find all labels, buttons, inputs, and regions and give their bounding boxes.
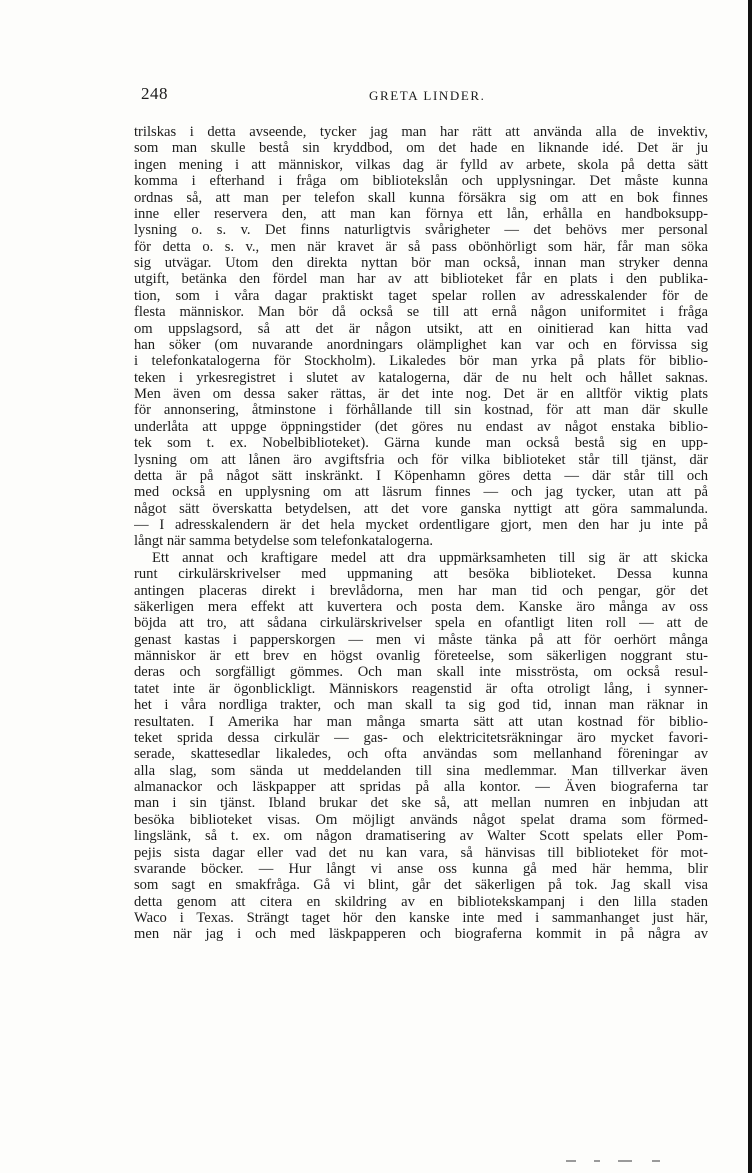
text-line: sig utvägar. Utom den direkta nyttan bör man också, innan man stryker denna [134, 255, 708, 271]
text-line: resultaten. I Amerika har man många smarta sätt att utan kostnad för biblio- [134, 713, 708, 730]
text-line: flesta människor. Man bör då också se till att ernå någon uniformitet i fråga [134, 304, 708, 321]
text-line: underlåta att uppge öppningstider (det göres nu endast av något enstaka biblio- [134, 418, 708, 435]
text-line: almanackor och läskpapper att spridas på alla kontor. — Även biograferna tar [134, 779, 708, 795]
text-line: med också en upplysning om att läsrum finnes — och jag tycker, utan att på [134, 484, 708, 501]
text-line: tek som t. ex. Nobelbiblioteket). Gärna kunde man också bestå sig en upp- [134, 435, 708, 452]
text-line: het i våra nordliga trakter, och man skall ta sig god tid, innan man räknar in [134, 697, 708, 714]
text-line: böjda att tro, att sådana cirkulärskrivelser spela en ofantligt liten roll — att de [134, 615, 708, 632]
page-header [141, 84, 706, 106]
text-line: för detta o. s. v., men när kravet är så pass obönhörligt som här, får man söka [134, 238, 708, 255]
text-line: Ett annat och kraftigare medel att dra uppmärksamheten till sig är att skicka [152, 549, 708, 566]
text-line: pejis sista dagar eller vad det nu kan vara, så hänvisas till biblioteket för mot- [134, 844, 708, 861]
text-line: lysning om att lånen äro avgiftsfria och för vilka biblioteket står till tjänst, där [134, 451, 708, 468]
scan-edge-shadow [748, 0, 752, 1173]
text-line: om uppslagsord, så att det är någon utsikt, att en oinitierad kan hitta vad [134, 320, 708, 337]
text-line: tatet inte är ögonblickligt. Människors reagenstid är ofta otroligt lång, i synner- [134, 680, 708, 697]
text-line: serade, skattesedlar likaledes, och ofta användas som mellanhand föreningar av [134, 746, 708, 763]
speck [652, 1160, 660, 1162]
text-line: komma i efterhand i fråga om bibliotekslån och upplysningar. Det måste kunna [134, 173, 708, 190]
text-line: deras och sorgfälligt gömmes. Och man skall inte misströsta, om också resul- [134, 664, 708, 681]
speck [594, 1160, 600, 1162]
text-line: tion, som i våra dagar praktiskt taget spelar rollen av adresskalender för de [134, 287, 708, 304]
text-line: Men även om dessa saker rättas, är det inte nog. Det är en alltför viktig plats [134, 386, 708, 402]
text-line: antingen placeras direkt i brevlådorna, men har man tid och pengar, gör det [134, 582, 708, 599]
page-number: 248 [141, 84, 168, 103]
text-line: teket sprida dessa cirkulär — gas- och elektricitetsräkningar äro mycket favori- [134, 729, 708, 746]
text-line: detta genom att citera en skildring av en bibliotekskampanj i den lilla staden [134, 893, 708, 910]
text-line: besöka biblioteket visas. Om möjligt används något spelat drama som förmed- [134, 811, 708, 828]
text-line: som man skulle bestå sin kryddbod, om det hade en liknande idé. Det är ju [134, 140, 708, 157]
text-line: långt när samma betydelse som telefonkatalogerna. [134, 533, 434, 550]
text-line: ordnas så, att man per telefon skall kunna försäkra sig om att en bok finnes [134, 189, 708, 206]
text-line: detta är på något sätt inskränkt. I Köpenhamn göres detta — där står till och [134, 467, 708, 484]
text-line: svarande böcker. — Hur långt vi anse oss kunna gå med här hemma, blir [134, 860, 708, 877]
text-line: — I adresskalendern är det hela mycket ordentligare gjort, men den har ju inte på [134, 517, 708, 533]
text-line: genast kastas i papperskorgen — men vi måste tänka på att för oerhört många [134, 631, 708, 648]
text-line: något sätt överskatta betydelsen, att det vore ganska nyttigt att göra sammalunda. [134, 500, 708, 517]
text-line: han söker (om nuvarande anordningars olämplighet kan var och en förvissa sig [134, 336, 708, 353]
text-line: men när jag i och med läskpapperen och biograferna kommit in på några av [134, 926, 708, 943]
text-line: människor är ett brev en högst ovanlig företeelse, som säkerligen noggrant stu- [134, 648, 708, 664]
speck [618, 1160, 632, 1162]
text-line: för annonsering, åtminstone i förhållande till sin kostnad, för att man där skulle [134, 402, 708, 419]
text-line: säkerligen mera effekt att kuvertera och posta dem. Kanske äro många av oss [134, 598, 708, 615]
text-line: lingslänk, så t. ex. om någon dramatisering av Walter Scott spelats eller Pom- [134, 828, 708, 845]
text-line: man i sin tjänst. Ibland brukar det ske så, att mellan numren en inbjudan att [134, 795, 708, 812]
speck [566, 1160, 576, 1162]
text-line: ingen mening i att människor, vilkas dag är fylld av arbete, skola på detta sätt [134, 156, 708, 173]
text-line: Waco i Texas. Strängt taget hör den kanske inte med i sammanhanget just här, [134, 910, 708, 926]
text-line: som sagt en smakfråga. Gå vi blint, går det säkerligen på tok. Jag skall visa [134, 877, 708, 894]
running-title: GRETA LINDER. [369, 88, 486, 103]
text-line: alla slag, som sända ut meddelanden till sina medlemmar. Man tillverkar även [134, 762, 708, 779]
text-line: utgift, betänka den fördel man har av att biblioteket får en plats i den publika- [134, 271, 708, 288]
text-line: lysning o. s. v. Det finns naturligtvis svårigheter — det behövs mer personal [134, 222, 708, 239]
text-line: i telefonkatalogerna för Stockholm). Likaledes bör man yrka på plats för biblio- [134, 353, 708, 370]
scan-specks [560, 1160, 680, 1164]
body-text [134, 124, 708, 943]
text-line: trilskas i detta avseende, tycker jag man har rätt att använda alla de invektiv, [134, 124, 708, 140]
text-line: runt cirkulärskrivelser med uppmaning att besöka biblioteket. Dessa kunna [134, 566, 708, 583]
text-line: inne eller reservera den, att man kan förnya ett lån, erhålla en handboksupp- [134, 205, 708, 222]
text-line: teken i yrkesregistret i slutet av katalogerna, där de nu helt och hållet saknas. [134, 369, 708, 386]
